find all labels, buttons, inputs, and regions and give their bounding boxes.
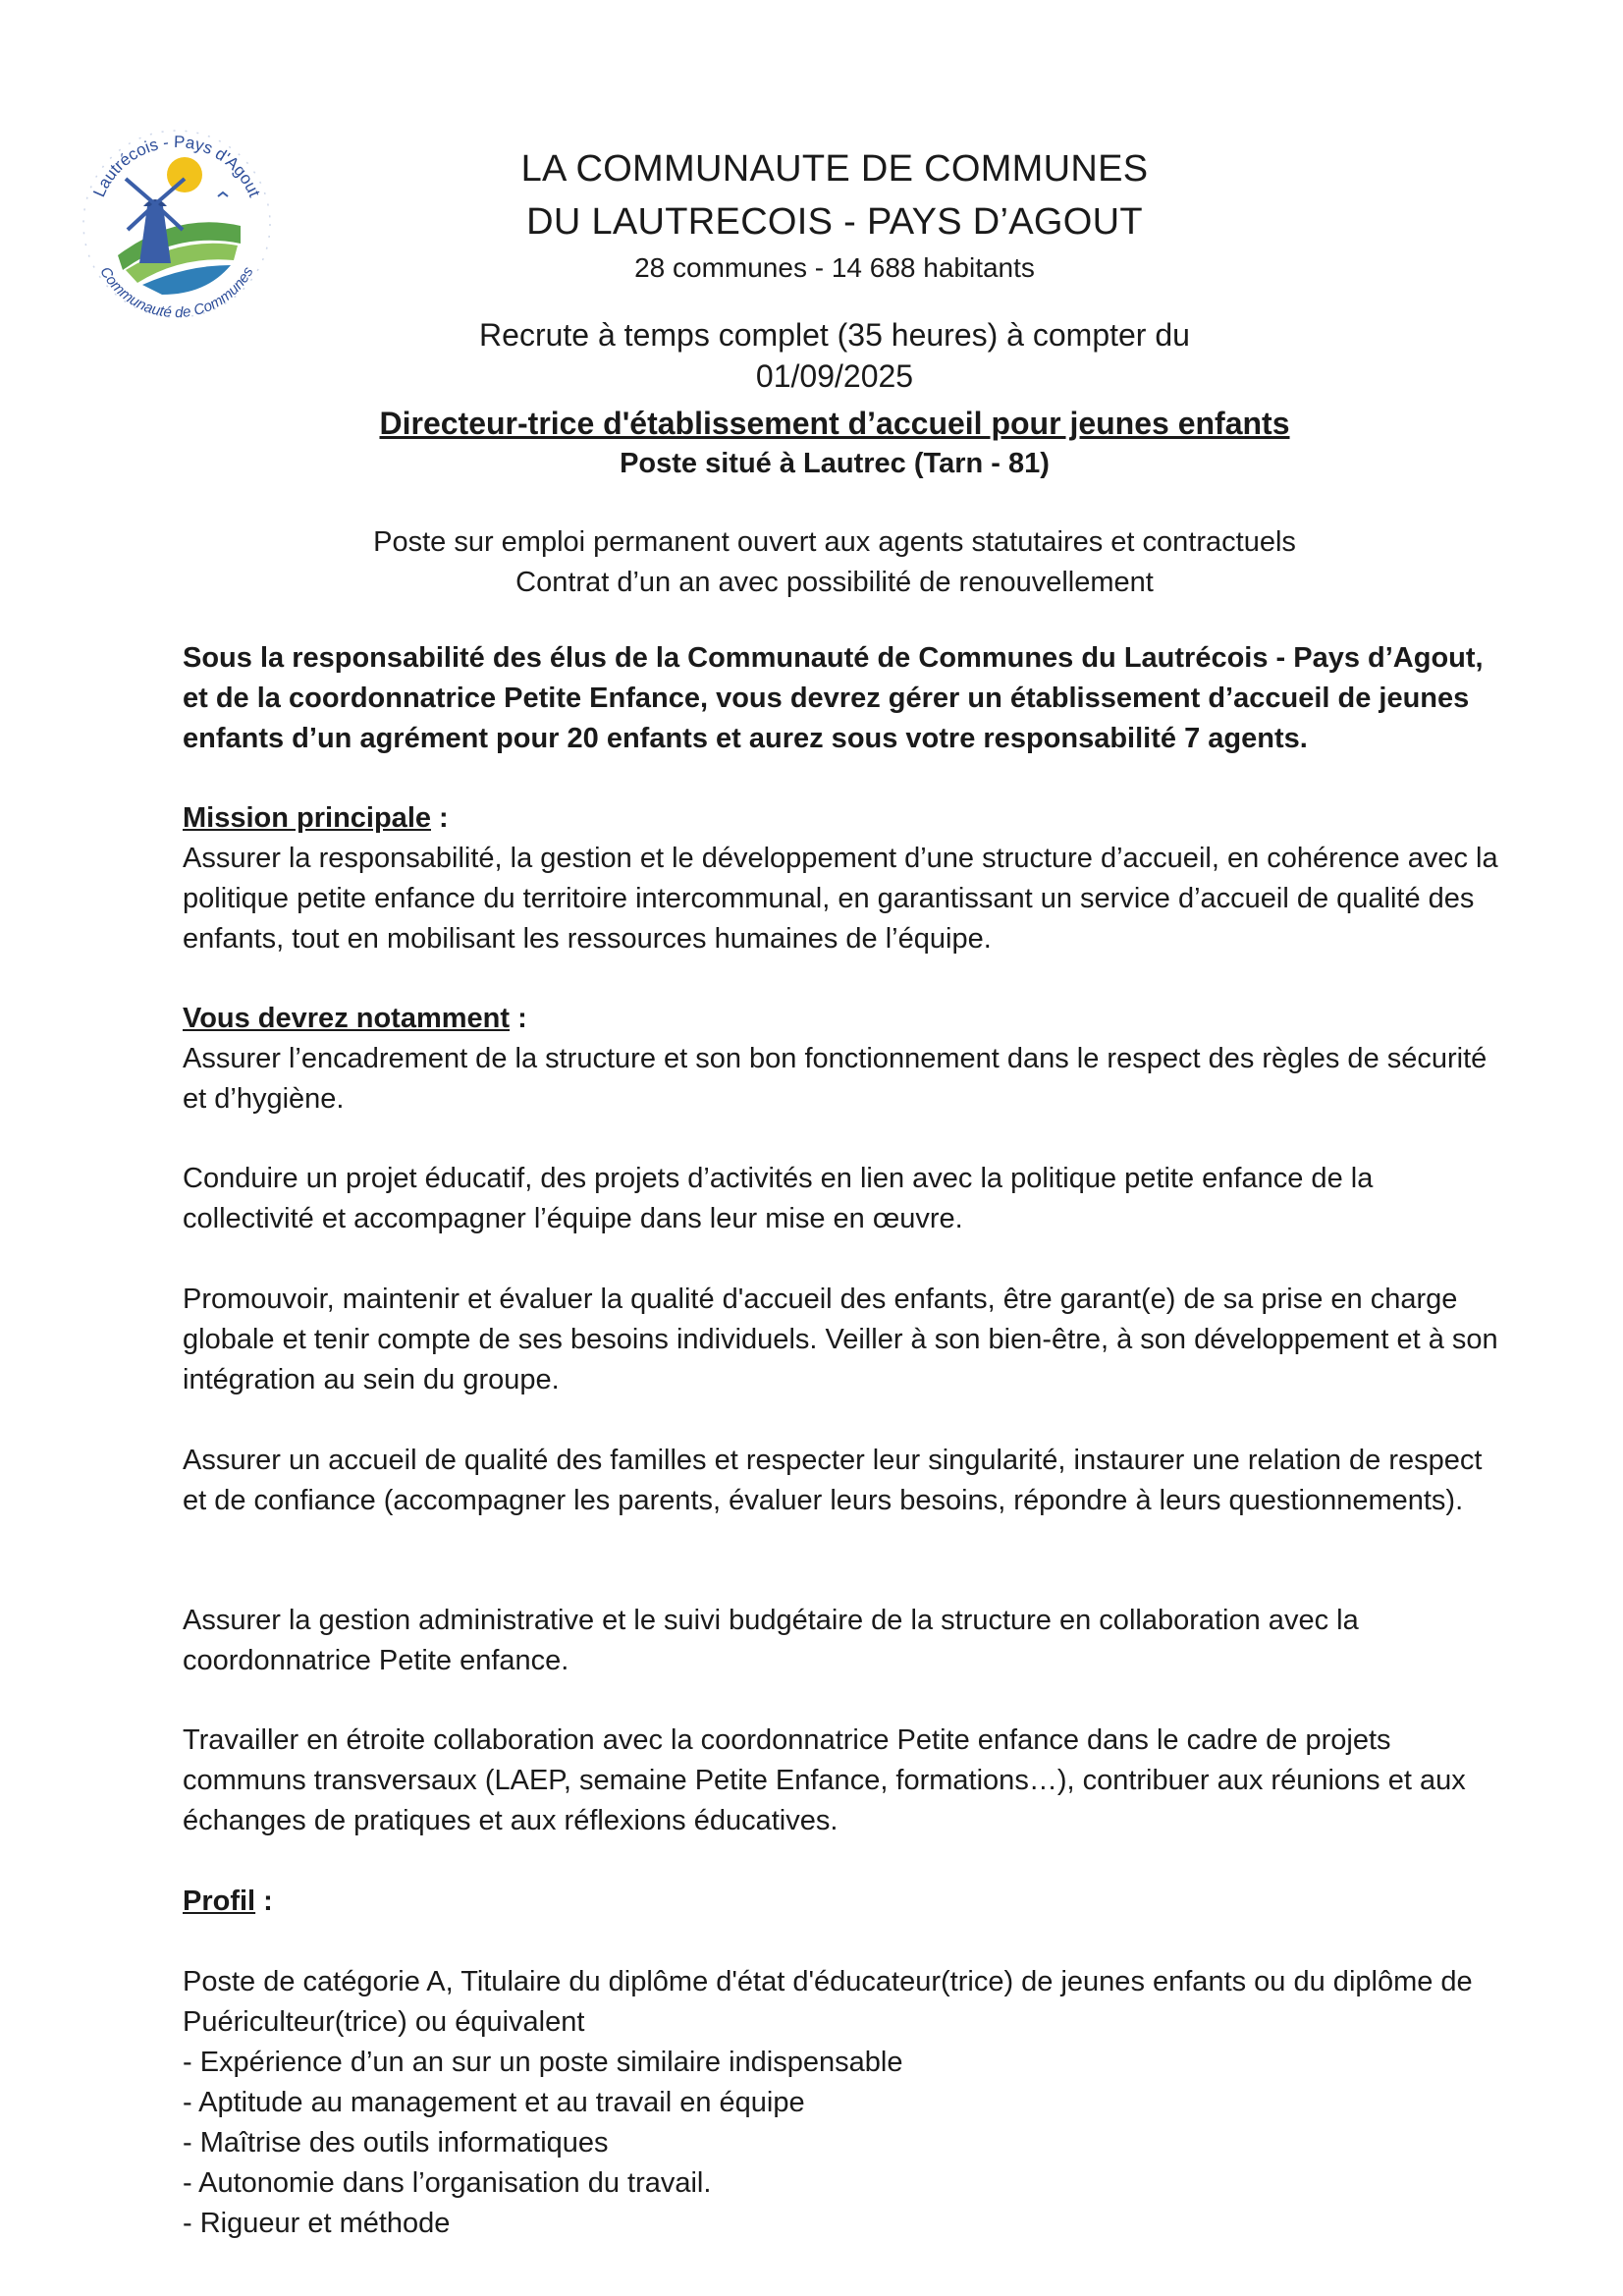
- job-title: Directeur-trice d'établissement d’accueil pour jeunes enfants: [379, 406, 1290, 441]
- list-item: - Rigueur et méthode: [183, 2208, 451, 2239]
- org-name-line2: DU LAUTRECOIS - PAYS D’AGOUT: [526, 201, 1143, 243]
- mission-text: Assurer la responsabilité, la gestion et le développement d’une structure d’accueil, en cohérence avec la politique petite enfance du territoire intercommunal, en garantissant un service d’accueil de qualité des enfants, tout en mobilisant les ressources humaines de l’équipe.: [183, 843, 1498, 955]
- list-item: - Aptitude au management et au travail en équipe: [183, 2087, 805, 2118]
- task-paragraph: Promouvoir, maintenir et évaluer la qualité d'accueil des enfants, être garant(e) de sa prise en charge globale et tenir compte de ses besoins individuels. Veiller à son bien-être, à son développement et à son intégration au sein du groupe.: [183, 1284, 1498, 1395]
- tasks-heading: Vous devrez notamment :: [183, 1003, 527, 1034]
- community-logo: [69, 108, 285, 324]
- logo-text-top: Lautrécois - Pays d'Agout: [89, 132, 264, 200]
- profile-heading: Profil :: [183, 1886, 273, 1917]
- list-item: - Expérience d’un an sur un poste similaire indispensable: [183, 2047, 903, 2078]
- tasks-section: [183, 999, 1498, 1120]
- intro-paragraph: Sous la responsabilité des élus de la Communauté de Communes du Lautrécois - Pays d’Agout, et de la coordonnatrice Petite Enfance, vous devrez gérer un établissement d’accueil de jeunes enfants d’un agrément pour 20 enfants et aurez sous votre responsabilité 7 agents.: [183, 642, 1484, 754]
- profile-list: [183, 2043, 1498, 2244]
- contract-line1: Poste sur emploi permanent ouvert aux agents statutaires et contractuels: [373, 526, 1296, 558]
- recruit-line: Recrute à temps complet (35 heures) à compter du 01/09/2025: [479, 317, 1190, 394]
- org-name-line1: LA COMMUNAUTE DE COMMUNES: [520, 148, 1149, 190]
- task-paragraph: Travailler en étroite collaboration avec la coordonnatrice Petite enfance dans le cadre de projets communs transversaux (LAEP, semaine Petite Enfance, formations…), contribuer aux réunions et aux échanges de pratiques et aux réflexions éducatives.: [183, 1724, 1466, 1836]
- logo-text-bottom: Communauté de Communes: [96, 263, 257, 322]
- mission-heading: Mission principale :: [183, 802, 449, 834]
- task-paragraph: Assurer un accueil de qualité des familles et respecter leur singularité, instaurer une relation de respect et de confiance (accompagner les parents, évaluer leurs besoins, répondre à leurs questionnements).: [183, 1445, 1483, 1516]
- job-location: Poste situé à Lautrec (Tarn - 81): [620, 448, 1050, 479]
- list-item: - Maîtrise des outils informatiques: [183, 2127, 609, 2159]
- org-stats: 28 communes - 14 688 habitants: [634, 252, 1035, 283]
- task-paragraph: Conduire un projet éducatif, des projets d’activités en lien avec la politique petite enfance de la collectivité et accompagner l’équipe dans leur mise en œuvre.: [183, 1163, 1374, 1234]
- mission-section: [183, 798, 1498, 959]
- list-item: - Autonomie dans l’organisation du travail.: [183, 2167, 712, 2199]
- profile-intro: Poste de catégorie A, Titulaire du diplôme d'état d'éducateur(trice) de jeunes enfants ou du diplôme de Puériculteur(trice) ou équivalent: [183, 1966, 1473, 2038]
- task-paragraph: Assurer la gestion administrative et le suivi budgétaire de la structure en collaboration avec la coordonnatrice Petite enfance.: [183, 1605, 1359, 1676]
- task-paragraph: Assurer l’encadrement de la structure et son bon fonctionnement dans le respect des règles de sécurité et d’hygiène.: [183, 1043, 1488, 1115]
- contract-line2: Contrat d’un an avec possibilité de renouvellement: [515, 567, 1154, 598]
- profile-section: [183, 1962, 1498, 2244]
